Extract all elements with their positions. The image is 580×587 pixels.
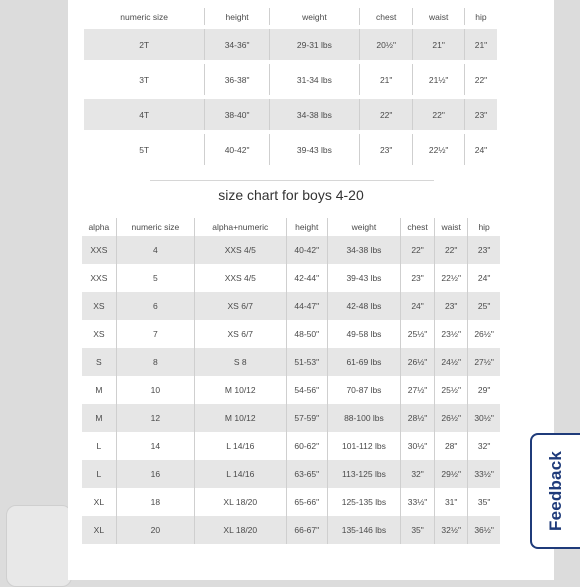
table-cell: 31" [435, 488, 468, 516]
table-cell: L [82, 460, 116, 488]
table-cell: 10 [116, 376, 194, 404]
table-cell: 32" [400, 460, 434, 488]
column-header: chest [359, 8, 412, 25]
table-cell: 23" [468, 236, 500, 264]
table-cell: 57-59" [286, 404, 327, 432]
table-row [82, 488, 500, 516]
table-cell: 8 [116, 348, 194, 376]
column-header: numeric size [120, 11, 169, 22]
table-cell: 28½" [400, 404, 434, 432]
table-cell: 22½" [413, 134, 465, 165]
table-cell: 34-38 lbs [269, 99, 359, 130]
table-cell: XXS [82, 236, 116, 264]
table-cell: 32" [468, 432, 500, 460]
table-row [84, 99, 497, 130]
table-cell: 32½" [435, 516, 468, 544]
table-cell: 39-43 lbs [269, 134, 359, 165]
table-cell: 28" [435, 432, 468, 460]
table-cell: 33½" [400, 488, 434, 516]
table-cell: 113-125 lbs [327, 460, 400, 488]
table-row [82, 516, 500, 544]
table-cell: 51-53" [286, 348, 327, 376]
table-cell: XL 18/20 [195, 488, 287, 516]
table-cell: 26½" [468, 320, 500, 348]
table-row [82, 320, 500, 348]
table-cell: 21" [464, 29, 497, 60]
section-title: size chart for boys 4-20 [218, 187, 364, 203]
table-cell: 24" [400, 292, 434, 320]
table-row [82, 376, 500, 404]
table-row [82, 264, 500, 292]
table-cell: M [95, 385, 103, 395]
table-cell: 16 [116, 460, 194, 488]
table-cell: 39-43 lbs [327, 264, 400, 292]
table-cell: 23" [400, 264, 434, 292]
feedback-label: Feedback [546, 450, 565, 532]
column-header: hip [468, 218, 500, 236]
size-chart-page [68, 0, 554, 580]
table-cell: 6 [116, 292, 194, 320]
table-cell: 18 [116, 488, 194, 516]
column-header: height [205, 8, 270, 25]
table-cell: 20½" [359, 29, 412, 60]
table-cell: 5T [139, 144, 150, 155]
column-header: weight [269, 8, 359, 25]
table-cell: 21" [413, 29, 465, 60]
table-cell: 23" [359, 134, 412, 165]
table-cell: 48-50" [286, 320, 327, 348]
table-cell: 23" [464, 99, 497, 130]
column-header: hip [464, 8, 497, 25]
column-header: chest [400, 218, 434, 236]
table-cell: 24" [468, 264, 500, 292]
table-cell: M 10/12 [195, 376, 287, 404]
table-cell: 3T [139, 74, 150, 85]
table-cell: 23½" [435, 320, 468, 348]
table-cell: XXS 4/5 [195, 264, 287, 292]
table-row [82, 432, 500, 460]
column-header: alpha [88, 222, 110, 232]
column-header: weight [327, 218, 400, 236]
table-cell: XS 6/7 [195, 320, 287, 348]
table-cell: S [82, 348, 116, 376]
table-cell: 29½" [435, 460, 468, 488]
table-cell: 27½" [400, 376, 434, 404]
table-row [82, 404, 500, 432]
table-cell: 63-65" [286, 460, 327, 488]
table-cell: 26½" [435, 404, 468, 432]
table-row [84, 134, 497, 165]
table-cell: M 10/12 [195, 404, 287, 432]
table-cell: 26½" [400, 348, 434, 376]
table-cell: 21½" [413, 64, 465, 95]
table-cell: 40-42" [205, 134, 270, 165]
table-cell: XL 18/20 [195, 516, 287, 544]
background-card [6, 505, 72, 587]
feedback-button[interactable] [530, 433, 580, 549]
table-cell: 88-100 lbs [327, 404, 400, 432]
table-cell: 22½" [435, 264, 468, 292]
table-cell: L 14/16 [195, 432, 287, 460]
table-cell: 42-48 lbs [327, 292, 400, 320]
table-cell: XL [93, 497, 105, 507]
table-cell: 135-146 lbs [327, 516, 400, 544]
table-cell: 14 [116, 432, 194, 460]
column-header: alpha+numeric [195, 218, 287, 236]
table-cell: 61-69 lbs [327, 348, 400, 376]
table-cell: 34-38 lbs [327, 236, 400, 264]
table-cell: 60-62" [286, 432, 327, 460]
table-cell: 44-47" [286, 292, 327, 320]
table-cell: 38-40" [205, 99, 270, 130]
table-cell: 34-36" [205, 29, 270, 60]
table-cell: 25½" [400, 320, 434, 348]
table-row [82, 348, 500, 376]
table-cell: 2T [84, 29, 205, 60]
column-header: height [286, 218, 327, 236]
table-cell: 36-38" [205, 64, 270, 95]
table-cell: XS [93, 329, 105, 339]
table-cell: XXS 4/5 [195, 236, 287, 264]
toddler-size-table [84, 8, 497, 165]
table-cell: 25" [468, 292, 500, 320]
boys-header-row [82, 218, 500, 236]
table-cell: 4T [84, 99, 205, 130]
table-cell: 22" [464, 64, 497, 95]
table-cell: 22" [359, 99, 412, 130]
table-cell: 42-44" [286, 264, 327, 292]
table-cell: 40-42" [286, 236, 327, 264]
table-cell: 36½" [468, 516, 500, 544]
column-header: numeric size [116, 218, 194, 236]
table-row [84, 64, 497, 95]
table-cell: 101-112 lbs [327, 432, 400, 460]
table-cell: XS [82, 292, 116, 320]
column-header: waist [435, 218, 468, 236]
table-cell: L [96, 441, 102, 451]
table-cell: 49-58 lbs [327, 320, 400, 348]
table-cell: XXS [90, 273, 108, 283]
table-cell: L 14/16 [195, 460, 287, 488]
table-cell: XL [82, 516, 116, 544]
table-row [82, 236, 500, 264]
table-cell: 25½" [435, 376, 468, 404]
table-cell: 21" [359, 64, 412, 95]
table-cell: 31-34 lbs [269, 64, 359, 95]
column-header: waist [413, 8, 465, 25]
table-row [82, 460, 500, 488]
table-cell: 35" [400, 516, 434, 544]
table-cell: 54-56" [286, 376, 327, 404]
table-cell: 27½" [468, 348, 500, 376]
table-cell: 7 [116, 320, 194, 348]
table-cell: 35" [468, 488, 500, 516]
table-cell: 30½" [468, 404, 500, 432]
table-cell: 66-67" [286, 516, 327, 544]
table-cell: 4 [116, 236, 194, 264]
table-cell: M [82, 404, 116, 432]
boys-size-table [82, 218, 500, 544]
table-row [82, 292, 500, 320]
table-cell: 12 [116, 404, 194, 432]
table-cell: 24" [464, 134, 497, 165]
table-cell: XS 6/7 [195, 292, 287, 320]
table-cell: 22" [413, 99, 465, 130]
table-cell: 20 [116, 516, 194, 544]
table-cell: 65-66" [286, 488, 327, 516]
table-cell: 70-87 lbs [327, 376, 400, 404]
table-cell: 29-31 lbs [269, 29, 359, 60]
table-cell: 23" [435, 292, 468, 320]
section-divider [150, 180, 434, 181]
table-cell: 5 [116, 264, 194, 292]
table-cell: 33½" [468, 460, 500, 488]
table-cell: S 8 [195, 348, 287, 376]
table-cell: 22" [400, 236, 434, 264]
table-cell: 29" [468, 376, 500, 404]
table-row [84, 29, 497, 60]
toddler-header-row [84, 8, 497, 25]
table-cell: 22" [435, 236, 468, 264]
table-cell: 125-135 lbs [327, 488, 400, 516]
table-cell: 24½" [435, 348, 468, 376]
table-cell: 30½" [400, 432, 434, 460]
